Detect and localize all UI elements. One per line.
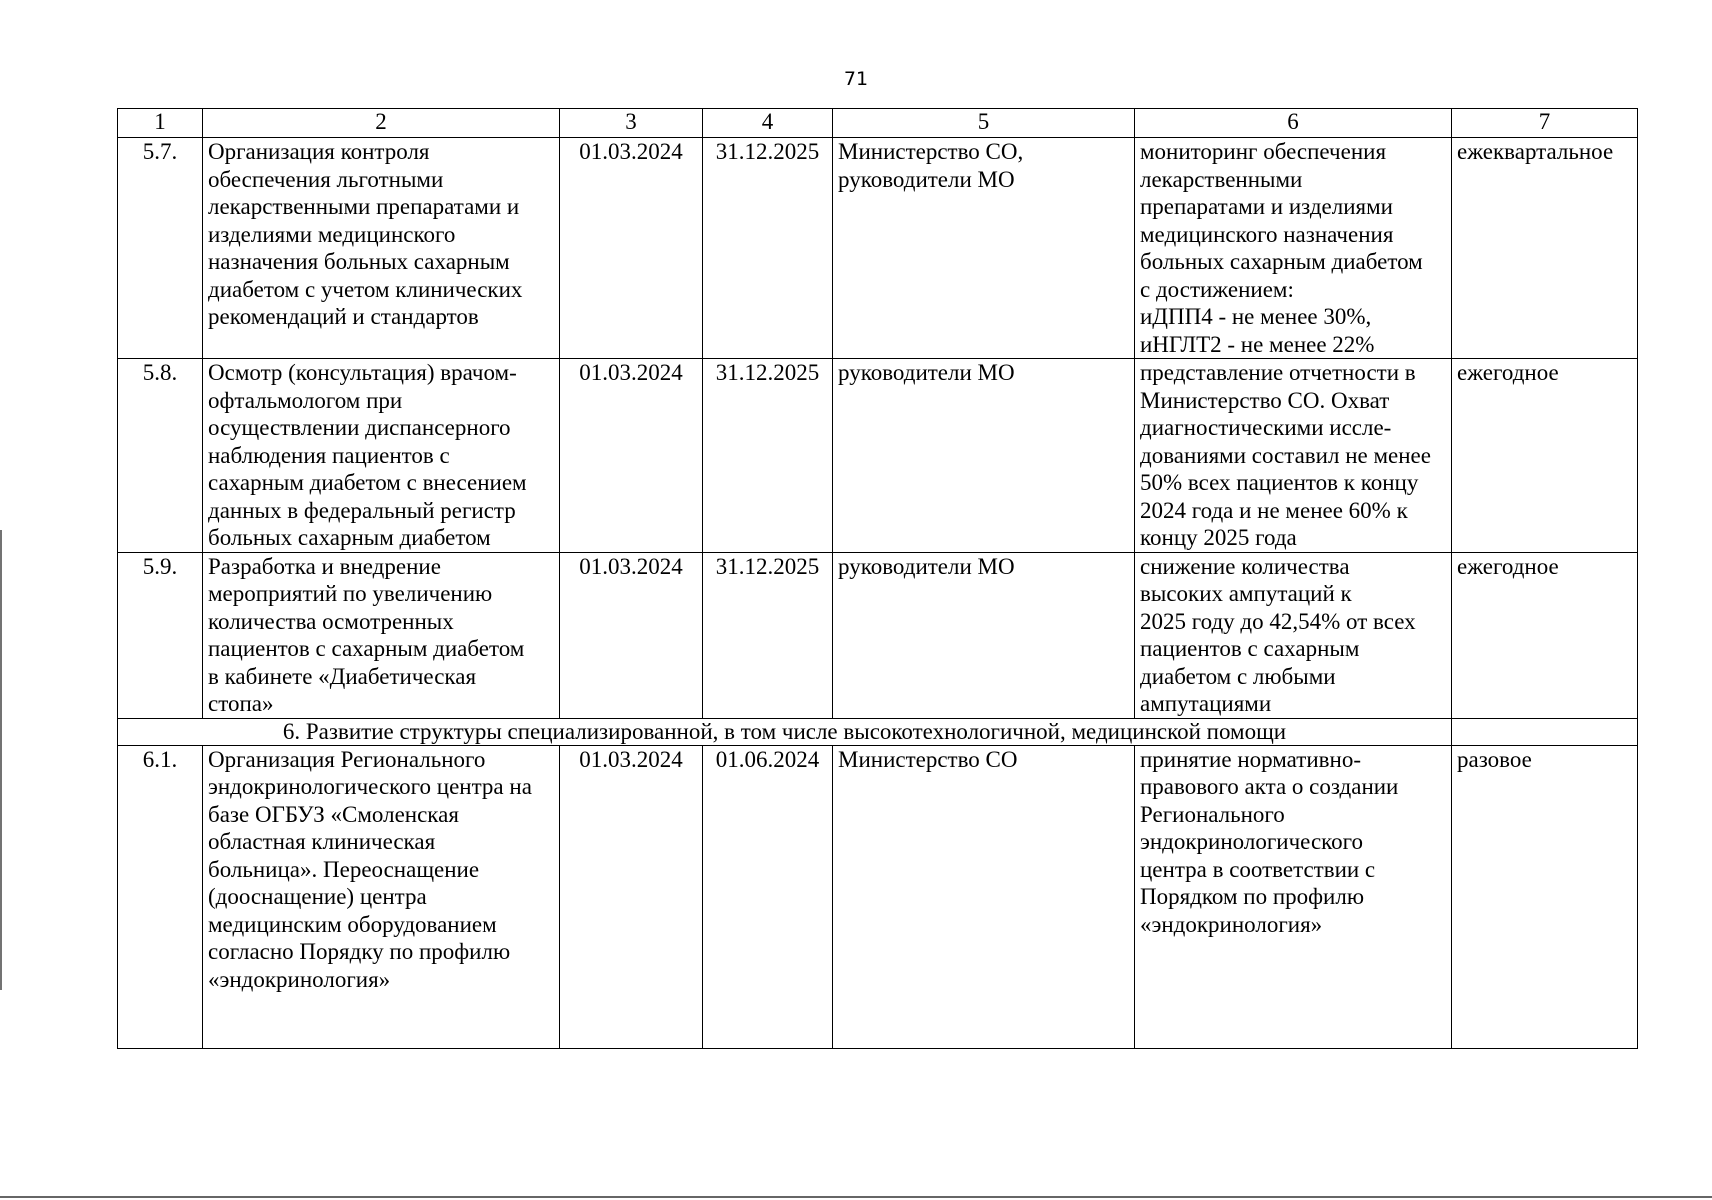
cell-line: медицинского назначения xyxy=(1140,221,1394,247)
cell-line: руководители МО xyxy=(838,360,1015,385)
column-header: 7 xyxy=(1452,109,1638,138)
cell-line: Организация контроля xyxy=(208,139,430,164)
column-header: 4 xyxy=(703,109,833,138)
cell-line: больных сахарным диабетом xyxy=(1140,249,1423,274)
cell-line: представление отчетности в xyxy=(1140,360,1416,385)
cell-line: изделиями медицинского xyxy=(208,221,456,247)
start-date-cell: 01.03.2024 xyxy=(560,359,703,553)
section-empty-cell xyxy=(1452,718,1638,745)
cell-line: осуществлении диспансерного xyxy=(208,415,511,440)
cell-line: эндокринологического xyxy=(1140,829,1364,854)
result-cell xyxy=(1135,359,1452,553)
cell-line: Порядком по профилю xyxy=(1140,884,1365,909)
column-header: 6 xyxy=(1135,109,1452,138)
cell-line: концу 2025 года xyxy=(1140,525,1297,550)
plan-table xyxy=(117,108,1638,1049)
table-row xyxy=(118,552,1638,718)
page-number: 71 xyxy=(843,68,869,90)
cell-line: назначения больных сахарным xyxy=(208,249,510,274)
scan-margin-mark xyxy=(0,530,2,990)
cell-line: снижение количества xyxy=(1140,553,1350,579)
cell-line: Регионального xyxy=(1140,801,1285,827)
cell-line: количества осмотренных xyxy=(208,608,454,634)
end-date-cell: 31.12.2025 xyxy=(703,138,833,359)
table-row xyxy=(118,138,1638,359)
cell-line: офтальмологом при xyxy=(208,387,403,413)
row-number: 5.7. xyxy=(118,138,203,359)
start-date-cell: 01.03.2024 xyxy=(560,745,703,1048)
table-row xyxy=(118,359,1638,553)
result-cell xyxy=(1135,552,1452,718)
cell-line: Министерство СО xyxy=(838,746,1018,772)
responsible-cell xyxy=(833,359,1135,553)
activity-cell xyxy=(203,138,560,359)
cell-line: иДПП4 - не менее 30%, xyxy=(1140,304,1372,329)
cell-line: Организация Регионального xyxy=(208,746,486,772)
cell-line: правового акта о создании xyxy=(1140,774,1399,799)
result-cell xyxy=(1135,745,1452,1048)
result-cell xyxy=(1135,138,1452,359)
column-header: 2 xyxy=(203,109,560,138)
table-row xyxy=(118,745,1638,1048)
cell-line: базе ОГБУЗ «Смоленская xyxy=(208,801,459,827)
cell-line: «эндокринология» xyxy=(208,966,391,992)
cell-line: Осмотр (консультация) врачом- xyxy=(208,360,517,385)
cell-line: данных в федеральный регистр xyxy=(208,497,516,523)
column-header: 1 xyxy=(118,109,203,138)
activity-cell xyxy=(203,359,560,553)
cell-line: областная клиническая xyxy=(208,829,436,854)
cell-line: руководители МО xyxy=(838,553,1015,579)
cell-line: мониторинг обеспечения xyxy=(1140,139,1387,164)
cell-line: с достижением: xyxy=(1140,276,1294,302)
cell-line: обеспечения льготными xyxy=(208,166,444,192)
cell-line: 2024 года и не менее 60% к xyxy=(1140,497,1408,523)
cell-line: высоких ампутаций к xyxy=(1140,581,1352,606)
cell-line: больница». Переоснащение xyxy=(208,856,480,882)
end-date-cell: 31.12.2025 xyxy=(703,552,833,718)
periodicity-cell: разовое xyxy=(1452,745,1638,1048)
responsible-cell xyxy=(833,138,1135,359)
periodicity-cell: ежеквартальное xyxy=(1452,138,1638,359)
row-number: 6.1. xyxy=(118,745,203,1048)
cell-line: пациентов с сахарным диабетом xyxy=(208,636,525,661)
cell-line: дованиями составил не менее xyxy=(1140,442,1431,468)
table-header-row xyxy=(118,109,1638,138)
periodicity-cell: ежегодное xyxy=(1452,552,1638,718)
cell-line: 50% всех пациентов к концу xyxy=(1140,470,1419,495)
cell-line: центра в соответствии с xyxy=(1140,856,1376,882)
cell-line: наблюдения пациентов с xyxy=(208,442,450,468)
cell-line: в кабинете «Диабетическая xyxy=(208,663,477,689)
cell-line: рекомендаций и стандартов xyxy=(208,304,479,329)
start-date-cell: 01.03.2024 xyxy=(560,552,703,718)
cell-line: принятие нормативно- xyxy=(1140,746,1361,772)
cell-line: руководители МО xyxy=(838,166,1015,192)
section-heading-row xyxy=(118,718,1638,745)
cell-line: пациентов с сахарным xyxy=(1140,636,1360,661)
cell-line: Министерство СО. Охват xyxy=(1140,387,1390,413)
cell-line: иНГЛТ2 - не менее 22% xyxy=(1140,331,1375,357)
start-date-cell: 01.03.2024 xyxy=(560,138,703,359)
cell-line: сахарным диабетом с внесением xyxy=(208,470,527,495)
cell-line: Министерство СО, xyxy=(838,139,1024,164)
cell-line: медицинским оборудованием xyxy=(208,911,497,937)
cell-line: эндокринологического центра на xyxy=(208,774,532,799)
column-header: 3 xyxy=(560,109,703,138)
cell-line: препаратами и изделиями xyxy=(1140,194,1393,219)
cell-line: Разработка и внедрение xyxy=(208,553,441,579)
column-header: 5 xyxy=(833,109,1135,138)
activity-cell xyxy=(203,552,560,718)
periodicity-cell: ежегодное xyxy=(1452,359,1638,553)
cell-line: больных сахарным диабетом xyxy=(208,525,491,550)
activity-cell xyxy=(203,745,560,1048)
cell-line: «эндокринология» xyxy=(1140,911,1323,937)
cell-line: стопа» xyxy=(208,691,274,716)
cell-line: диабетом с учетом клинических xyxy=(208,276,523,302)
cell-line: согласно Порядку по профилю xyxy=(208,939,511,964)
cell-line: ампутациями xyxy=(1140,691,1272,716)
row-number: 5.9. xyxy=(118,552,203,718)
responsible-cell xyxy=(833,745,1135,1048)
responsible-cell xyxy=(833,552,1135,718)
scan-bottom-line xyxy=(0,1196,1712,1198)
cell-line: (дооснащение) центра xyxy=(208,884,427,909)
end-date-cell: 31.12.2025 xyxy=(703,359,833,553)
section-title: 6. Развитие структуры специализированной, в том числе высокотехнологичной, медицинской помощи xyxy=(118,718,1452,745)
cell-line: диабетом с любыми xyxy=(1140,663,1336,689)
cell-line: лекарственными xyxy=(1140,166,1303,192)
row-number: 5.8. xyxy=(118,359,203,553)
cell-line: мероприятий по увеличению xyxy=(208,581,493,606)
cell-line: лекарственными препаратами и xyxy=(208,194,520,219)
end-date-cell: 01.06.2024 xyxy=(703,745,833,1048)
cell-line: диагностическими иссле- xyxy=(1140,415,1392,440)
cell-line: 2025 году до 42,54% от всех xyxy=(1140,608,1416,634)
